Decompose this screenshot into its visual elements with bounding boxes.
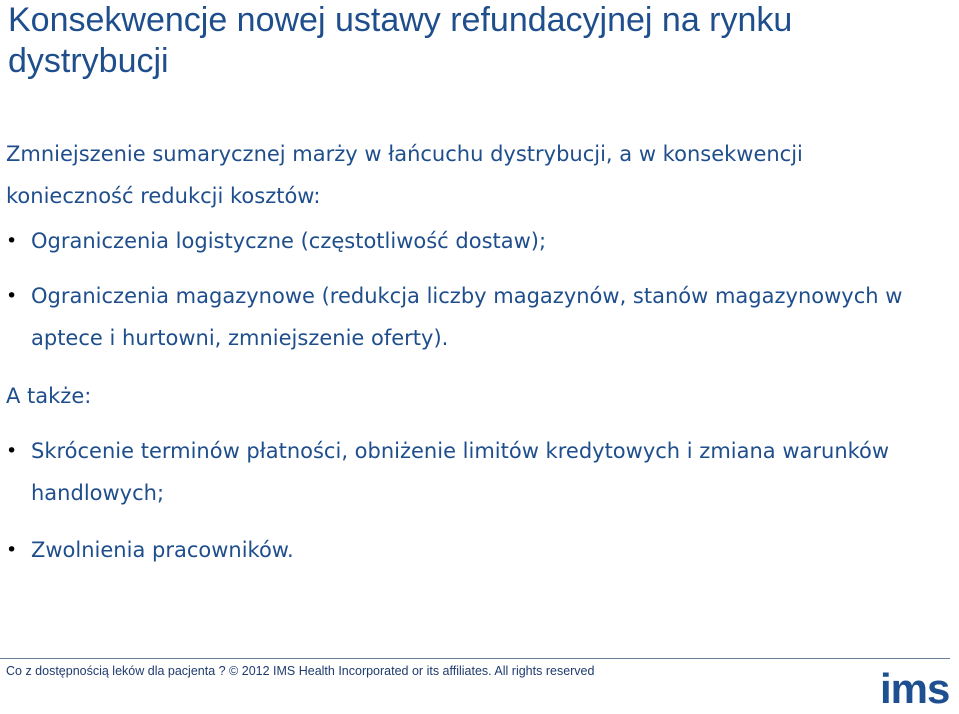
list-item-text: Ograniczenia logistyczne (częstotliwość dostaw);: [31, 229, 547, 253]
slide-title: Konsekwencje nowej ustawy refundacyjnej na rynku dystrybucji: [8, 1, 793, 80]
bullet-icon: •: [6, 440, 18, 462]
footer-copyright: Co z dostępnością leków dla pacjenta ? © 2012 IMS Health Incorporated or its affiliates. All rights reserved: [6, 664, 595, 678]
slide-content: [6, 133, 936, 571]
list-item: [6, 529, 936, 571]
bullet-icon: •: [6, 285, 18, 307]
bullet-icon: •: [6, 230, 18, 252]
intro-text: Zmniejszenie sumarycznej marży w łańcuchu dystrybucji, a w konsekwencji konieczność redukcji kosztów:: [6, 142, 803, 208]
section-heading: A także:: [6, 384, 92, 408]
footer-divider: [0, 658, 950, 659]
list-item: [6, 275, 936, 359]
list-item-text: Ograniczenia magazynowe (redukcja liczby magazynów, stanów magazynowych w aptece i hurtowni, zmniejszenie oferty).: [31, 284, 903, 350]
list-item-text: Skrócenie terminów płatności, obniżenie limitów kredytowych i zmiana warunków handlowych;: [31, 439, 890, 505]
bullet-icon: •: [6, 539, 18, 561]
list-item-text: Zwolnienia pracowników.: [31, 538, 294, 562]
ims-logo: ims: [880, 665, 950, 712]
list-item: [6, 430, 936, 514]
list-item: [6, 220, 936, 262]
